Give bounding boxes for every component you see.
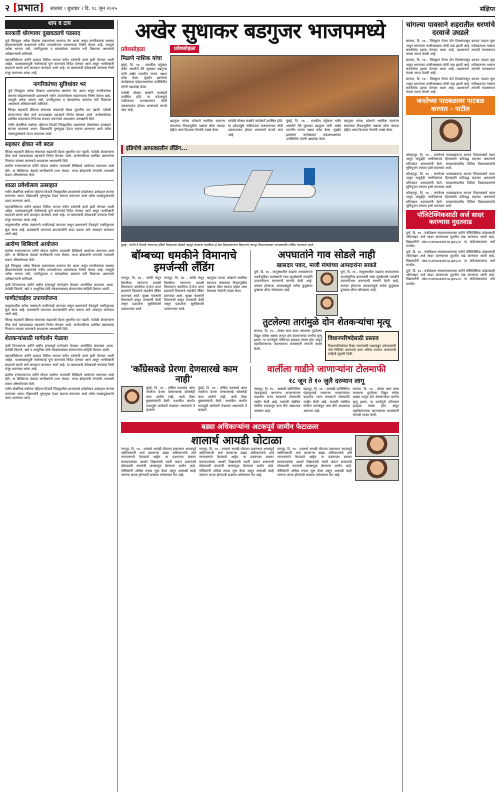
plane-article <box>121 250 247 363</box>
article-body: पुणे जिल्ह्यात अनेक विकास प्रकल्पांच्या कामांना वेग आला असून नागरिकांच्या समस्या सोडवण्यासाठी प्रशासनाने नवीन उपाययोजना राबवण्याचा निर्णय घेतला आहे. त्यामुळे अनेक भागात रस्ते, पाणीपुरवठा व स्वच्छतेच्या कामांना गती मिळणार असल्याचे अधिकाऱ्यांनी सांगितले. <box>5 263 114 281</box>
person-photo <box>316 294 338 316</box>
congress-article <box>121 366 247 418</box>
apghat-photos <box>316 270 338 316</box>
article-title: नागरिकांच्या सुविधांवर भर <box>33 81 86 88</box>
lead-headline: अखेर सुधाकर बडगुजर भाजपमध्ये <box>134 20 386 43</box>
article-body: मुंबई, दि. १७ - राजकीय वर्तुळात चर्चेत असलेले नेते सुधाकर बडगुजर यांनी अखेर भारतीय जनता पक्षात प्रवेश केला. मुंबईत झालेल्या कार्यक्रमात प्रदेशाध्यक्षांच्या उपस्थितीत त्यांनी पक्षप्रवेश केला. <box>286 119 341 141</box>
bottom-story <box>121 435 399 481</box>
article-body: नागपूर, दि. १७ - शालार्थ आयडी घोटाळा प्रकरणात अटकपूर्व जामिनासाठी अर्ज करणाऱ्या बड्या अधिकाऱ्यांचे अर्ज न्यायालयाने फेटाळले आहेत. या प्रकरणात बनावट कागदपत्रांच्या आधारे शिक्षकांची भरती करून शासनाची कोट्यवधी रुपयांची फसवणूक केल्याचा आरोप आहे. पोलिसांनी अधिक तपास सुरू केला असून आणखी काही जणांना अटक होण्याची शक्यता वर्तवण्यात येत आहे. <box>199 446 274 477</box>
article-body: पुणे, दि. १७ - तंत्रशिक्षण संचालनालयाच्या वतीने पॉलिटेक्निक प्रवेशासाठी ऑनलाइन अर्ज सादर करण्याच्या मुदतीत वाढ करण्यात आली आहे. विद्यार्थ्यांनी dte.maharashtra.gov.in या संकेतस्थळावर अर्ज भरावेत. <box>406 230 495 248</box>
article-body: नवीन शैक्षणिक वर्षाच्या पहिल्या दिवशी जिल्ह्यातील शाळांमध्ये प्रवेशोत्सव उत्साहात साजरा करण्यात आला. विद्यार्थ्यांचे पुष्पगुच्छ देऊन स्वागत करण्यात आले तसेच पाठ्यपुस्तकांचे वाटप करण्यात आले. <box>5 387 114 401</box>
article-body: ग्रामीण रुग्णालयाच्या वतीने मोफत आरोग्य तपासणी शिबिराचे आयोजन करण्यात आले होते. या शिबिराचा शेकडो नागरिकांनी लाभ घेतला. तज्ज्ञ डॉक्टरांनी रुग्णांची तपासणी करून औषधोपचार केले. <box>5 164 114 178</box>
congress-headline: 'काँग्रेसकडे प्रेरणा देणसारखे काम नाही' <box>130 365 238 386</box>
left-column <box>5 20 118 792</box>
right-column <box>402 20 495 792</box>
person-photo <box>431 117 471 151</box>
varli-headline: वार्लीला गाडीने जाणाऱ्यांना टोलमाफी <box>267 365 386 376</box>
varli-article <box>250 366 399 418</box>
plane-article-columns <box>121 276 247 312</box>
article-body: जिल्हा सहकारी बँकेच्या संचालक मंडळाची बैठक नुकतीच पार पडली. यावेळी शेतकऱ्यांना पीक कर्ज वाटपाबाबत महत्त्वाचे निर्णय घेण्यात आले. कर्जमाफीच्या प्रलंबित प्रकरणांचा निपटारा लवकर करण्याचे आश्वासन अध्यक्षांनी दिले. <box>5 318 114 331</box>
article-body: कृषी विभागाच्या वतीने खरीप हंगामपूर्व मार्गदर्शन मेळावा आयोजित करण्यात आला. यावेळी बियाणे, खते व आधुनिक शेती तंत्रज्ञानाबाबत शेतकऱ्यांना माहिती देण्यात आली. <box>5 282 114 291</box>
bottom-story-bar: बड्या अधिकाऱ्यांना अटकपूर्व जामीन फेटाळला <box>121 422 399 433</box>
article-body: मुंबई, दि. १७ - काँग्रेस पक्षाकडे आता जनतेला प्रेरणा देण्यासारखे कोणतेही काम उरलेले नाही, अशी टीका मुख्यमंत्र्यांनी केली. पक्षातील अंतर्गत वादामुळे कार्यकर्ते संभ्रमात असल्याचे ते म्हणाले. <box>198 386 247 412</box>
article-body: ग्रामीण रुग्णालयाच्या वतीने मोफत आरोग्य तपासणी शिबिराचे आयोजन करण्यात आले होते. या शिबिराचा शेकडो नागरिकांनी लाभ घेतला. तज्ज्ञ डॉक्टरांनी रुग्णांची तपासणी करून औषधोपचार केले. <box>5 248 114 262</box>
article-body: कोल्हापूर, दि. १७ - जनतेच्या पाठबळावरच आपण विकासकामे करत असून यापुढेही नागरिकांच्या हितासाठी कटिबद्ध राहणार असल्याचे प्रतिपादन आमदारांनी केले. मतदारसंघातील विविध विकासकामांचे भूमिपूजन त्यांच्या हस्ते करण्यात आले. <box>406 153 495 171</box>
article-body: यावेळी मोठ्या संख्येने कार्यकर्ते उपस्थित होते. या प्रवेशामुळे नाशिकच्या राजकारणात मोठी उलथापालथ होणार असल्याचे मानले जात आहे. <box>228 119 283 137</box>
article-body: नागपूर, दि. १७ - शालार्थ आयडी घोटाळा प्रकरणात अटकपूर्व जामिनासाठी अर्ज करणाऱ्या बड्या अधिकाऱ्यांचे अर्ज न्यायालयाने फेटाळले आहेत. या प्रकरणात बनावट कागदपत्रांच्या आधारे शिक्षकांची भरती करून शासनाची कोट्यवधी रुपयांची फसवणूक केल्याचा आरोप आहे. पोलिसांनी अधिक तपास सुरू केला असून आणखी काही जणांना अटक होण्याची शक्यता वर्तवण्यात येत आहे. <box>277 446 352 477</box>
article-title: सरकारी धोरणावर दुखवट्याचे पडसाद <box>5 31 81 38</box>
article-body: जिल्हा सहकारी बँकेच्या संचालक मंडळाची बैठक नुकतीच पार पडली. यावेळी शेतकऱ्यांना पीक कर्ज वाटपाबाबत महत्त्वाचे निर्णय घेण्यात आले. कर्जमाफीच्या प्रलंबित प्रकरणांचा निपटारा लवकर करण्याचे आश्वासन अध्यक्षांनी दिले. <box>8 108 111 122</box>
person-photo <box>355 435 399 457</box>
article-body: पंढरपूर, दि. १७ - आषाढी वारीनिमित्त पंढरपूरकडे जाणाऱ्या वारकऱ्यांच्या वाहनांना राज्य सरकारने टोलमाफी जाहीर केली आहे. यासाठी संबंधित पोलीस ठाण्यातून पास घेणे आवश्यक असणार आहे. <box>303 386 350 413</box>
article-body: महापालिकेच्या वतीने शहरात विविध भागात नवीन रस्त्यांची कामे हाती घेण्यात आली आहेत. पावसाळ्यापूर्वी नालेसफाई पूर्ण करण्याचे निर्देश देण्यात आले असून नागरिकांनी सहकार्य करावे असे आवाहन करण्यात आले आहे. या कामासाठी कोट्यवधी रुपयांचा निधी मंजूर करण्यात आला आहे. <box>5 204 114 222</box>
lead-kicker: प्रवेशसोहळा <box>121 47 145 54</box>
person-photo <box>355 459 399 481</box>
bottom-story-main <box>121 435 352 481</box>
bottom-columns <box>121 447 352 479</box>
main-column <box>121 20 399 792</box>
article-body: बडगुजर यांच्या प्रवेशाने स्थानिक स्वराज्य संस्थांच्या निवडणुकीत पक्षाला मोठा फायदा होईल असा विश्वास नेत्यांनी व्यक्त केला. <box>207 276 247 294</box>
lead-story <box>121 45 399 143</box>
varli-columns <box>254 387 399 419</box>
article-body: तालुक्यातील अनेक गावांमध्ये पाणीटंचाई जाणवत असून प्रशासनाने टँकरद्वारे पाणीपुरवठा सुरू केला आहे. ग्रामस्थांनी पाण्याचा काटकसरीने वापर करावा असे आवाहन करण्यात आले आहे. <box>5 223 114 237</box>
lead-photo <box>170 55 399 117</box>
article-body: तालुक्यातील अनेक गावांमध्ये पाणीटंचाई जाणवत असून प्रशासनाने टँकरद्वारे पाणीपुरवठा सुरू केला आहे. ग्रामस्थांनी पाण्याचा काटकसरीने वापर करावा असे आवाहन करण्यात आले आहे. <box>5 303 114 317</box>
article-body: सातारा, दि. १७ - शेतात काम करत असताना तुटलेल्या विद्युत तारेचा धक्का लागून दोन शेतकऱ्यांचा जागीच मृत्यू झाला. या घटनेमुळे परिसरात हळहळ व्यक्त होत असून महावितरणच्या कारभारावर ग्रामस्थांनी नाराजी व्यक्त केली. <box>352 386 399 417</box>
plane-photo <box>121 156 399 242</box>
article-body: पुणे, दि. १७ - तंत्रशिक्षण संचालनालयाच्या वतीने पॉलिटेक्निक प्रवेशासाठी ऑनलाइन अर्ज सादर करण्याच्या मुदतीत वाढ करण्यात आली आहे. विद्यार्थ्यांनी dte.maharashtra.gov.in या संकेतस्थळावर अर्ज भरावेत. <box>406 249 495 267</box>
divider <box>5 239 114 240</box>
lead-photo-tag: प्रवेशसोहळा <box>170 45 199 53</box>
article-body: जिल्हा सहकारी बँकेच्या संचालक मंडळाची बैठक नुकतीच पार पडली. यावेळी शेतकऱ्यांना पीक कर्ज वाटपाबाबत महत्त्वाचे निर्णय घेण्यात आले. कर्जमाफीच्या प्रलंबित प्रकरणांचा निपटारा लवकर करण्याचे आश्वासन अध्यक्षांनी दिले. <box>5 149 114 163</box>
article-body: नवीन शैक्षणिक वर्षाच्या पहिल्या दिवशी जिल्ह्यातील शाळांमध्ये प्रवेशोत्सव उत्साहात साजरा करण्यात आला. विद्यार्थ्यांचे पुष्पगुच्छ देऊन स्वागत करण्यात आले तसेच पाठ्यपुस्तकांचे वाटप करण्यात आले. <box>5 189 114 203</box>
apghat-headline: अपघातांने गाव सोडले नाही <box>277 250 376 262</box>
lead-photo-block <box>170 45 399 143</box>
runway-band <box>122 226 398 241</box>
person-photo <box>121 386 143 412</box>
article-body: सातारा, दि. १७ - जिल्ह्यात गेल्या दोन दिवसांपासून दमदार पाऊस सुरू असून धरणांच्या पाणीसाठ्यात मोठी वाढ झाली आहे. नदीकाठच्या गावांना सतर्कतेचा इशारा देण्यात आला आहे. प्रशासनाने आपत्ती व्यवस्थापन यंत्रणा सज्ज ठेवली आहे. <box>406 58 495 76</box>
boxed-article <box>5 77 114 141</box>
article-title: शेतकऱ्यांसाठी मार्गदर्शन मेळावा <box>5 336 68 343</box>
article-title: सहकार क्षेत्रात नवे बदल <box>5 142 54 149</box>
plane-headline: बॉम्बच्या धमकीने विमानाचे इमर्जन्सी लँडिंग <box>131 249 237 275</box>
masthead <box>5 3 495 17</box>
article-title: आरोग्य शिबिराचे आयोजन <box>5 241 59 248</box>
newspaper-logo: [प्रभात] <box>12 3 45 15</box>
page-number: २ <box>5 3 10 14</box>
lead-story-text <box>121 45 167 143</box>
apghat-columns <box>254 270 399 316</box>
section-name: संक्षिप्त <box>479 5 495 13</box>
bottom-photos <box>355 435 399 481</box>
article-title: चांगल्या पावसाने शहरातील धरणांचे दरवाजे उघडले <box>406 21 495 37</box>
congress-columns <box>121 386 247 414</box>
sidebar-box <box>325 331 399 361</box>
article-body: नागपूर, दि. १७ - कोची येथून दिल्लीला जाणाऱ्या प्रवासी विमानाला धमकीचा ई-मेल प्राप्त झाल्याने विमानाचे तातडीने लँडिंग करण्यात आले. सुरक्षा यंत्रणांनी विमानाची कसून तपासणी केली असून प्रवाशांना सुरक्षितपणे उतरवण्यात आले. <box>121 276 161 311</box>
article-body: सातारा, दि. १७ - जिल्ह्यात गेल्या दोन दिवसांपासून दमदार पाऊस सुरू असून धरणांच्या पाणीसाठ्यात मोठी वाढ झाली आहे. नदीकाठच्या गावांना सतर्कतेचा इशारा देण्यात आला आहे. प्रशासनाने आपत्ती व्यवस्थापन यंत्रणा सज्ज ठेवली आहे. <box>406 39 495 57</box>
right-section-bar: पॉलिटेक्निकसाठी अर्ज सादर करण्यास मुदतवाढ <box>406 210 495 229</box>
article-body: मुंबई, दि. १७ - काँग्रेस पक्षाकडे आता जनतेला प्रेरणा देण्यासारखे कोणतेही काम उरलेले नाही, अशी टीका मुख्यमंत्र्यांनी केली. पक्षातील अंतर्गत वादामुळे कार्यकर्ते संभ्रमात असल्याचे ते म्हणाले. <box>146 386 195 412</box>
divider <box>5 333 114 334</box>
bottom-headline: शालार्थ आयडी घोटाळा <box>191 433 282 447</box>
tultale-headline: तुटलेल्या तारांमुळे दोन शेतकऱ्यांचा मृत्यू <box>262 318 391 329</box>
article-body: विधानपरिषदेच्या रिक्त जागांसाठी पक्षाकडून उमेदवारांची नावे निश्चित करण्याचे काम अंतिम टप्प्यात असल्याची माहिती सूत्रांनी दिली. <box>328 343 396 357</box>
varli-subheadline: १८ जून ते १० जुलै दरम्यान लागू <box>288 377 365 386</box>
lead-subcolumns <box>170 119 399 142</box>
article-body: कृषी विभागाच्या वतीने खरीप हंगामपूर्व मार्गदर्शन मेळावा आयोजित करण्यात आला. यावेळी बियाणे, खते व आधुनिक शेती तंत्रज्ञानाबाबत शेतकऱ्यांना माहिती देण्यात आली. <box>5 343 114 353</box>
article-title: पाणीटंचाईवर उपाययोजना <box>5 296 58 303</box>
article-body: कोल्हापूर, दि. १७ - जनतेच्या पाठबळावरच आपण विकासकामे करत असून यापुढेही नागरिकांच्या हितासाठी कटिबद्ध राहणार असल्याचे प्रतिपादन आमदारांनी केले. मतदारसंघातील विविध विकासकामांचे भूमिपूजन त्यांच्या हस्ते करण्यात आले. <box>406 191 495 209</box>
article-body: नागपूर, दि. १७ - शालार्थ आयडी घोटाळा प्रकरणात अटकपूर्व जामिनासाठी अर्ज करणाऱ्या बड्या अधिकाऱ्यांचे अर्ज न्यायालयाने फेटाळले आहेत. या प्रकरणात बनावट कागदपत्रांच्या आधारे शिक्षकांची भरती करून शासनाची कोट्यवधी रुपयांची फसवणूक केल्याचा आरोप आहे. पोलिसांनी अधिक तपास सुरू केला असून आणखी काही जणांना अटक होण्याची शक्यता वर्तवण्यात येत आहे. <box>121 446 196 477</box>
article-body: पुणे जिल्ह्यात अनेक विकास प्रकल्पांच्या कामांना वेग आला असून नागरिकांच्या समस्या सोडवण्यासाठी प्रशासनाने नवीन उपाययोजना राबवण्याचा निर्णय घेतला आहे. त्यामुळे अनेक भागात रस्ते, पाणीपुरवठा व स्वच्छतेच्या कामांना गती मिळणार असल्याचे अधिकाऱ्यांनी सांगितले. <box>5 38 114 56</box>
plane-photo-caption: मुंबई : कोची ते दिल्ली जाणाऱ्या इंडिगो विमानाला बॉम्बने उडवून देण्याचा धमकीचा ई-मेल मिळाल्यानंतर विमानाचे नागपूर विमानतळावर आपत्कालीन लँडिंग करण्यात आले. <box>121 242 315 247</box>
article-body: पुणे, दि. १७ - तालुक्यातील वाढत्या अपघातांच्या पार्श्वभूमीवर ग्रामस्थांनी रस्ता सुरक्षेसाठी तातडीने उपाययोजना करण्याची मागणी केली आहे. वारंवार होणाऱ्या अपघातांमुळे अनेक कुटुंबांवर दुःखाचा डोंगर कोसळला आहे. <box>340 270 399 292</box>
article-body: नवीन शैक्षणिक वर्षाच्या पहिल्या दिवशी जिल्ह्यातील शाळांमध्ये प्रवेशोत्सव उत्साहात साजरा करण्यात आला. विद्यार्थ्यांचे पुष्पगुच्छ देऊन स्वागत करण्यात आले तसेच पाठ्यपुस्तकांचे वाटप करण्यात आले. <box>8 122 111 136</box>
article-body: नागपूर, दि. १७ - कोची येथून दिल्लीला जाणाऱ्या प्रवासी विमानाला धमकीचा ई-मेल प्राप्त झाल्याने विमानाचे तातडीने लँडिंग करण्यात आले. सुरक्षा यंत्रणांनी विमानाची कसून तपासणी केली असून प्रवाशांना सुरक्षितपणे उतरवण्यात आले. <box>164 276 204 311</box>
divider <box>5 293 114 294</box>
article-title: शाळा प्रवेशोत्सव उत्साहात <box>5 182 58 189</box>
article-body: पुणे, दि. १७ - तालुक्यातील वाढत्या अपघातांच्या पार्श्वभूमीवर ग्रामस्थांनी रस्ता सुरक्षेसाठी तातडीने उपाययोजना करण्याची मागणी केली आहे. वारंवार होणाऱ्या अपघातांमुळे अनेक कुटुंबांवर दुःखाचा डोंगर कोसळला आहे. <box>254 270 313 292</box>
dateline: सातारा । बुधवार । दि. १८ जून २०२५ <box>50 6 117 13</box>
article-body: पुणे जिल्ह्यात अनेक विकास प्रकल्पांच्या कामांना वेग आला असून नागरिकांच्या समस्या सोडवण्यासाठी प्रशासनाने नवीन उपाययोजना राबवण्याचा निर्णय घेतला आहे. त्यामुळे अनेक भागात रस्ते, पाणीपुरवठा व स्वच्छतेच्या कामांना गती मिळणार असल्याचे अधिकाऱ्यांनी सांगितले. <box>8 89 111 107</box>
column-header: थाप व टाप <box>5 20 114 29</box>
article-body: पुणे, दि. १७ - तंत्रशिक्षण संचालनालयाच्या वतीने पॉलिटेक्निक प्रवेशासाठी ऑनलाइन अर्ज सादर करण्याच्या मुदतीत वाढ करण्यात आली आहे. विद्यार्थ्यांनी dte.maharashtra.gov.in या संकेतस्थळावर अर्ज भरावेत. <box>406 268 495 286</box>
congress-photo-wrap <box>121 386 143 414</box>
middle-row-2 <box>121 366 399 418</box>
article-body: मुंबई, दि. १७ - राजकीय वर्तुळात चर्चेत असलेले नेते सुधाकर बडगुजर यांनी अखेर भारतीय जनता पक्षात प्रवेश केला. मुंबईत झालेल्या कार्यक्रमात प्रदेशाध्यक्षांच्या उपस्थितीत त्यांनी पक्षप्रवेश केला. <box>121 62 167 89</box>
article-body: यावेळी मोठ्या संख्येने कार्यकर्ते उपस्थित होते. या प्रवेशामुळे नाशिकच्या राजकारणात मोठी उलथापालथ होणार असल्याचे मानले जात आहे. <box>121 90 167 113</box>
article-body: बडगुजर यांच्या प्रवेशाने स्थानिक स्वराज्य संस्थांच्या निवडणुकीत पक्षाला मोठा फायदा होईल असा विश्वास नेत्यांनी व्यक्त केला. <box>344 119 399 133</box>
article-body: सातारा, दि. १७ - शेतात काम करत असताना तुटलेल्या विद्युत तारेचा धक्का लागून दोन शेतकऱ्यांचा जागीच मृत्यू झाला. या घटनेमुळे परिसरात हळहळ व्यक्त होत असून महावितरणच्या कारभारावर ग्रामस्थांनी नाराजी व्यक्त केली. <box>254 329 322 351</box>
divider <box>5 180 114 181</box>
tultale-columns <box>254 329 399 363</box>
apghat-subheadline: खासदार पवार, माजी मंत्र्यांच्या आमदारांना साकडे <box>276 263 377 270</box>
article-body: सातारा, दि. १७ - जिल्ह्यात गेल्या दोन दिवसांपासून दमदार पाऊस सुरू असून धरणांच्या पाणीसाठ्यात मोठी वाढ झाली आहे. नदीकाठच्या गावांना सतर्कतेचा इशारा देण्यात आला आहे. प्रशासनाने आपत्ती व्यवस्थापन यंत्रणा सज्ज ठेवली आहे. <box>406 77 495 95</box>
airplane-illustration <box>205 185 315 197</box>
right-section-bar: जनतेच्या पाठबळावर पाटबळ करणार - पाटील <box>406 96 495 115</box>
plane-section-bar: इंडिगोचे आपत्कालीन लँडिंग... <box>121 145 399 154</box>
article-body: ग्रामीण रुग्णालयाच्या वतीने मोफत आरोग्य तपासणी शिबिराचे आयोजन करण्यात आले होते. या शिबिराचा शेकडो नागरिकांनी लाभ घेतला. तज्ज्ञ डॉक्टरांनी रुग्णांची तपासणी करून औषधोपचार केले. <box>5 372 114 386</box>
middle-row-1 <box>121 250 399 363</box>
article-body: महापालिकेच्या वतीने शहरात विविध भागात नवीन रस्त्यांची कामे हाती घेण्यात आली आहेत. पावसाळ्यापूर्वी नालेसफाई पूर्ण करण्याचे निर्देश देण्यात आले असून नागरिकांनी सहकार्य करावे असे आवाहन करण्यात आले आहे. या कामासाठी कोट्यवधी रुपयांचा निधी मंजूर करण्यात आला आहे. <box>5 353 114 372</box>
article-body: महापालिकेच्या वतीने शहरात विविध भागात नवीन रस्त्यांची कामे हाती घेण्यात आली आहेत. पावसाळ्यापूर्वी नालेसफाई पूर्ण करण्याचे निर्देश देण्यात आले असून नागरिकांनी सहकार्य करावे असे आवाहन करण्यात आले आहे. या कामासाठी कोट्यवधी रुपयांचा निधी मंजूर करण्यात आला आहे. <box>5 57 114 75</box>
article-body: पंढरपूर, दि. १७ - आषाढी वारीनिमित्त पंढरपूरकडे जाणाऱ्या वारकऱ्यांच्या वाहनांना राज्य सरकारने टोलमाफी जाहीर केली आहे. यासाठी संबंधित पोलीस ठाण्यातून पास घेणे आवश्यक असणार आहे. <box>254 386 301 413</box>
apghat-article <box>250 250 399 363</box>
person-photo <box>316 270 338 292</box>
lead-kicker-sub: मिळणे नाशिक यांचा <box>121 55 162 62</box>
sidebar-box-title: विधानपरिषदेसाठी प्रस्ताव <box>328 336 379 343</box>
article-body: बडगुजर यांच्या प्रवेशाने स्थानिक स्वराज्य संस्थांच्या निवडणुकीत पक्षाला मोठा फायदा होईल असा विश्वास नेत्यांनी व्यक्त केला. <box>170 119 225 133</box>
article-body: कोल्हापूर, दि. १७ - जनतेच्या पाठबळावरच आपण विकासकामे करत असून यापुढेही नागरिकांच्या हितासाठी कटिबद्ध राहणार असल्याचे प्रतिपादन आमदारांनी केले. मतदारसंघातील विविध विकासकामांचे भूमिपूजन त्यांच्या हस्ते करण्यात आले. <box>406 172 495 190</box>
